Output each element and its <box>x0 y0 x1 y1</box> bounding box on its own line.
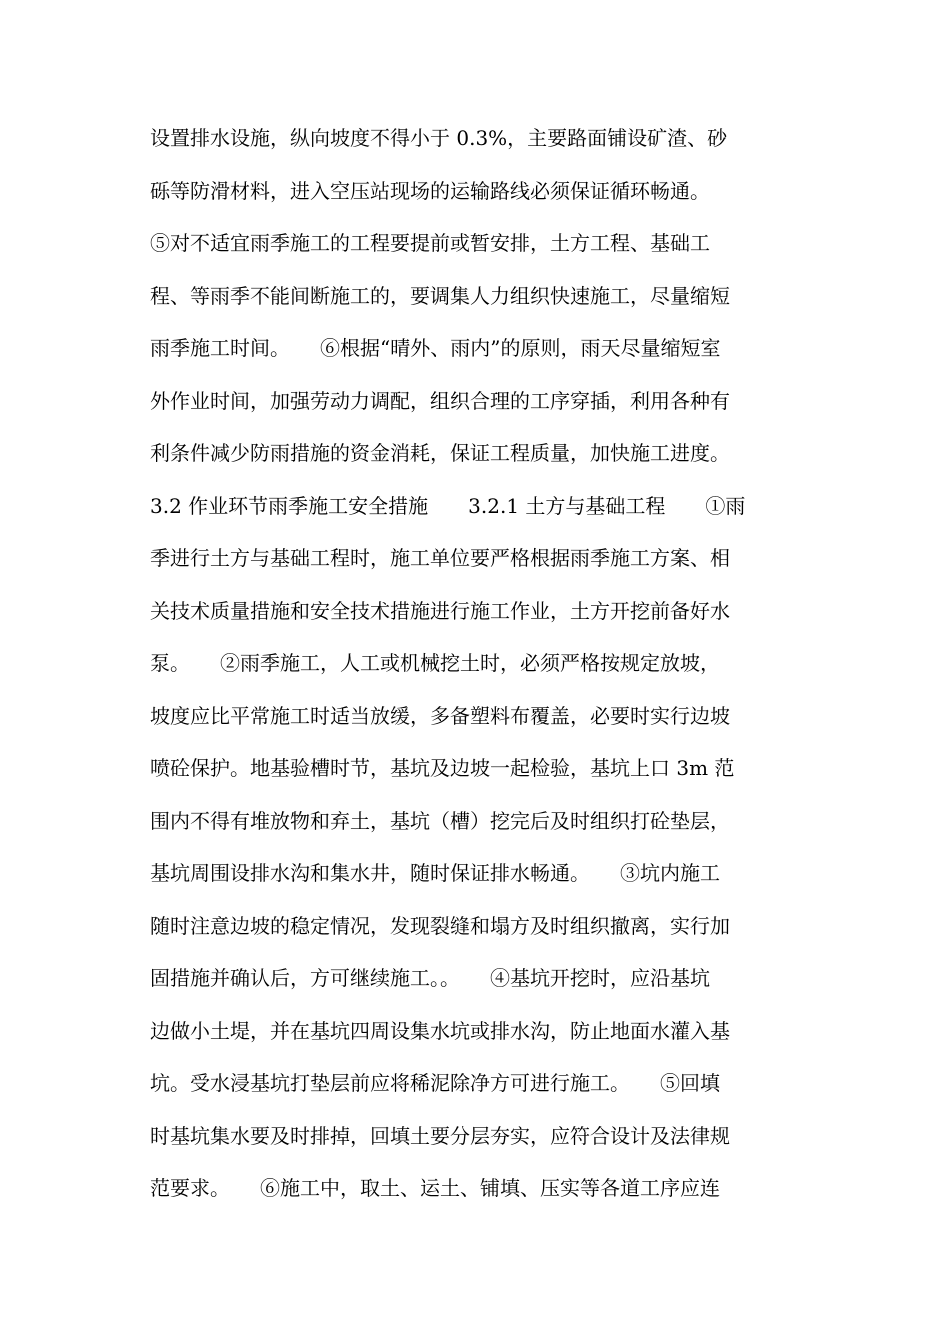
text-line: 外作业时间，加强劳动力调配，组织合理的工序穿插，利用各种有 <box>150 388 730 413</box>
text-line: 3.2 作业环节雨季施工安全措施 3.2.1 土方与基础工程 ①雨 <box>150 493 746 518</box>
text-line: 随时注意边坡的稳定情况，发现裂缝和塌方及时组织撤离，实行加 <box>150 913 730 938</box>
text-line: 坡度应比平常施工时适当放缓，多备塑料布覆盖，必要时实行边坡 <box>150 703 730 728</box>
text-line: 固措施并确认后，方可继续施工。。 ④基坑开挖时，应沿基坑 <box>150 966 710 990</box>
text-line: 泵。 ②雨季施工，人工或机械挖土时，必须严格按规定放坡， <box>150 651 720 675</box>
text-line: 季进行土方与基础工程时，施工单位要严格根据雨季施工方案、相 <box>150 546 730 570</box>
text-line: 利条件减少防雨措施的资金消耗，保证工程质量，加快施工进度。 <box>150 441 730 465</box>
text-line: 喷砼保护。地基验槽时节，基坑及边坡一起检验，基坑上口 3m 范 <box>150 756 735 780</box>
text-line: 边做小土堤，并在基坑四周设集水坑或排水沟，防止地面水灌入基 <box>150 1018 730 1043</box>
text-line: 围内不得有堆放物和弃土，基坑（槽）挖完后及时组织打砼垫层， <box>150 808 730 833</box>
text-line: 坑。受水浸基坑打垫层前应将稀泥除净方可进行施工。 ⑤回填 <box>150 1071 720 1095</box>
text-line: 设置排水设施，纵向坡度不得小于 0.3%，主要路面铺设矿渣、砂 <box>150 126 728 150</box>
text-line: 时基坑集水要及时排掉，回填土要分层夯实，应符合设计及法律规 <box>150 1123 730 1148</box>
text-line: 关技术质量措施和安全技术措施进行施工作业，土方开挖前备好水 <box>150 598 730 623</box>
text-line: 砾等防滑材料，进入空压站现场的运输路线必须保证循环畅通。 <box>150 178 710 203</box>
text-line: 雨季施工时间。 ⑥根据“晴外、雨内”的原则，雨天尽量缩短室 <box>150 336 721 360</box>
text-line: 基坑周围设排水沟和集水井，随时保证排水畅通。 ③坑内施工 <box>150 861 720 885</box>
text-line: 程、等雨季不能间断施工的，要调集人力组织快速施工，尽量缩短 <box>150 283 730 308</box>
text-line: ⑤对不适宜雨季施工的工程要提前或暂安排，土方工程、基础工 <box>150 231 710 255</box>
body-text <box>150 112 810 1215</box>
text-line: 范要求。 ⑥施工中，取土、运土、铺填、压实等各道工序应连 <box>150 1176 720 1200</box>
